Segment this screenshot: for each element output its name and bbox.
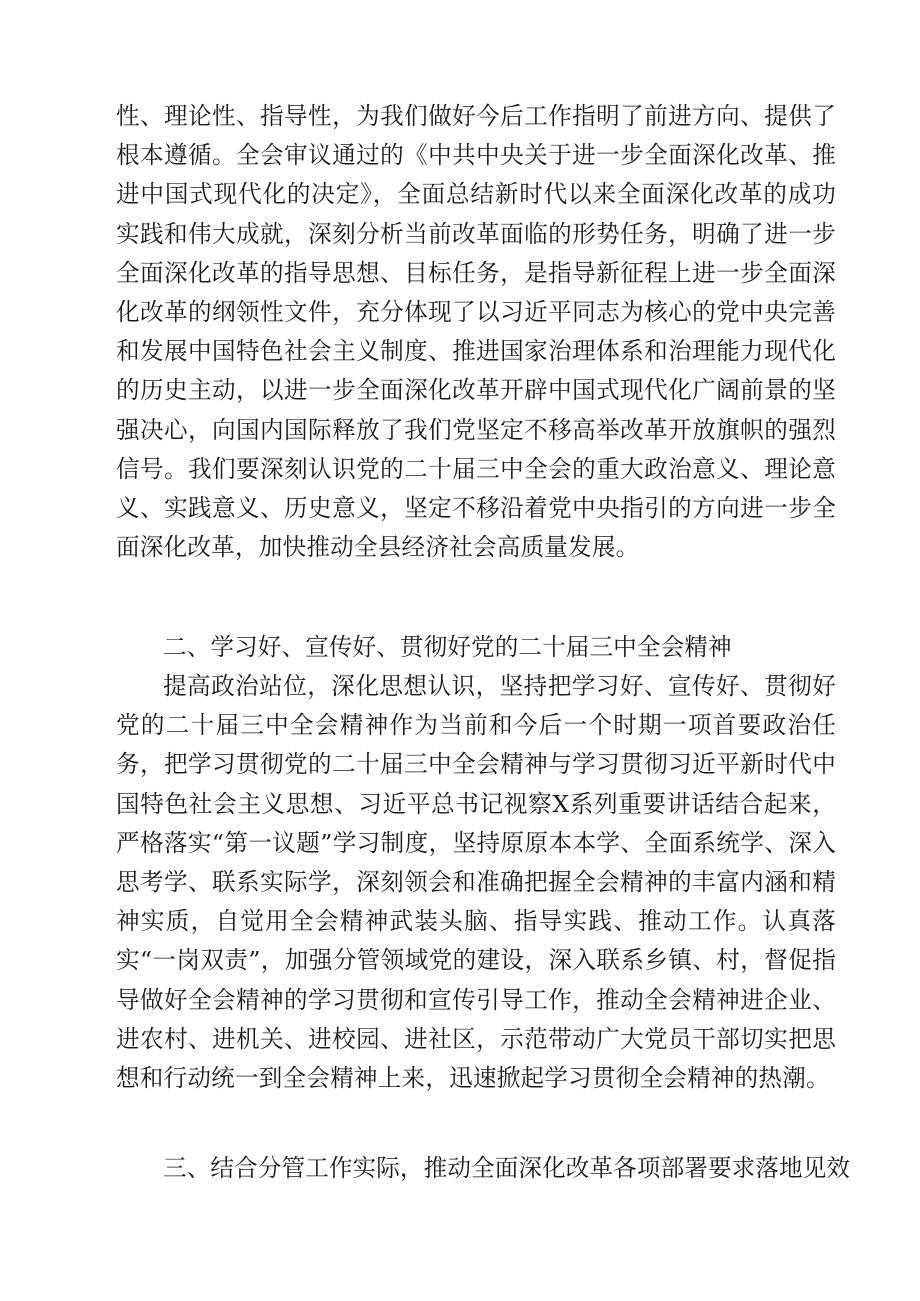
paragraph-block-1 bbox=[116, 97, 836, 567]
body-paragraph-continuation: 性、理论性、指导性，为我们做好今后工作指明了前进方向、提供了根本遵循。全会审议通过的《中共中央关于进一步全面深化改革、推进中国式现代化的决定》，全面总结新时代以来全面深化改革的成功实践和伟大成就，深刻分析当前改革面临的形势任务，明确了进一步全面深化改革的指导思想、目标任务，是指导新征程上进一步全面深化改革的纲领性文件，充分体现了以习近平同志为核心的党中央完善和发展中国特色社会主义制度、推进国家治理体系和治理能力现代化的历史主动，以进一步全面深化改革开辟中国式现代化广阔前景的坚强决心，向国内国际释放了我们党坚定不移高举改革开放旗帜的强烈信号。我们要深刻认识党的二十届三中全会的重大政治意义、理论意义、实践意义、历史意义，坚定不移沿着党中央指引的方向进一步全面深化改革，加快推动全县经济社会高质量发展。 bbox=[116, 102, 836, 562]
section-heading-3: 三、结合分管工作实际，推动全面深化改革各项部署要求落地见效 bbox=[163, 1154, 851, 1182]
body-paragraph-section-2: 提高政治站位，深化思想认识，坚持把学习好、宣传好、贯彻好党的二十届三中全会精神作为当前和今后一个时期一项首要政治任务，把学习贯彻党的二十届三中全会精神与学习贯彻习近平新时代中国特色社会主义思想、习近平总书记视察X系列重要讲话结合起来，严格落实“第一议题”学习制度，坚持原原本本学、全面系统学、深入思考学、联系实际学，深刻领会和准确把握全会精神的丰富内涵和精神实质，自觉用全会精神武装头脑、指导实践、推动工作。认真落实“一岗双责”，加强分管领域党的建设，深入联系乡镇、村，督促指导做好全会精神的学习贯彻和宣传引导工作，推动全会精神进企业、进农村、进机关、进校园、进社区，示范带动广大党员干部切实把思想和行动统一到全会精神上来，迅速掀起学习贯彻全会精神的热潮。 bbox=[116, 672, 836, 1093]
paragraph-block-2 bbox=[116, 667, 836, 1098]
section-heading-2: 二、学习好、宣传好、贯彻好党的二十届三中全会精神 bbox=[163, 633, 732, 661]
